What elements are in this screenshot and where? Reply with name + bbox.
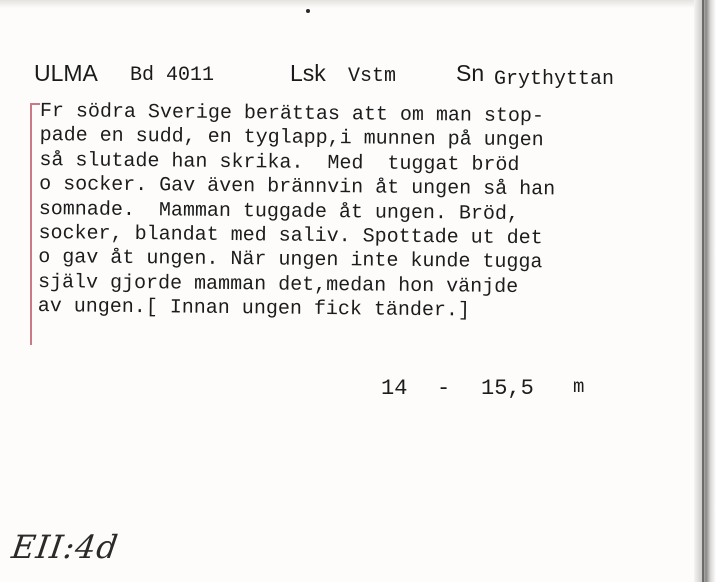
body-line: socker, blandat med saliv. Spottade ut det: [38, 222, 543, 251]
measurement-to: 15,5: [481, 376, 534, 401]
card-right-edge: [694, 0, 716, 582]
header-sn-value: Grythyttan: [494, 68, 615, 91]
handwritten-classmark: EII:4d: [9, 528, 121, 566]
body-line: o gav åt ungen. När ungen inte kunde tugga: [38, 246, 543, 275]
header-sn-label: Sn: [456, 60, 485, 86]
card-body-text: [38, 100, 640, 326]
punch-dot: [306, 9, 310, 13]
body-line: av ungen.[ Innan ungen fick tänder.]: [37, 295, 471, 323]
card-edge-line: [702, 0, 704, 582]
body-line: Fr södra Sverige berättas att om man stop-: [39, 100, 545, 129]
header-lsk-label: Lsk: [290, 60, 326, 86]
measurement-unit: m: [573, 376, 585, 398]
body-line: o socker. Gav även brännvin åt ungen så han: [38, 173, 556, 202]
measurement-dash: -: [437, 376, 451, 401]
header-lsk-value: Vstm: [348, 65, 397, 88]
body-line: pade en sudd, en tyglapp,i munnen på ungen: [39, 124, 544, 153]
body-line: somnade. Mamman tuggade åt ungen. Bröd,: [38, 197, 520, 226]
measurement-from: 14: [381, 376, 408, 401]
body-line: så slutade han skrika. Med tuggat bröd: [39, 148, 520, 177]
measurement: [381, 376, 585, 526]
card-top-edge: [0, 0, 716, 8]
header-volume: Bd 4011: [130, 64, 215, 87]
header-word: ULMA: [34, 60, 98, 86]
body-line: själv gjorde mamman det,medan hon vänjde: [37, 270, 519, 299]
